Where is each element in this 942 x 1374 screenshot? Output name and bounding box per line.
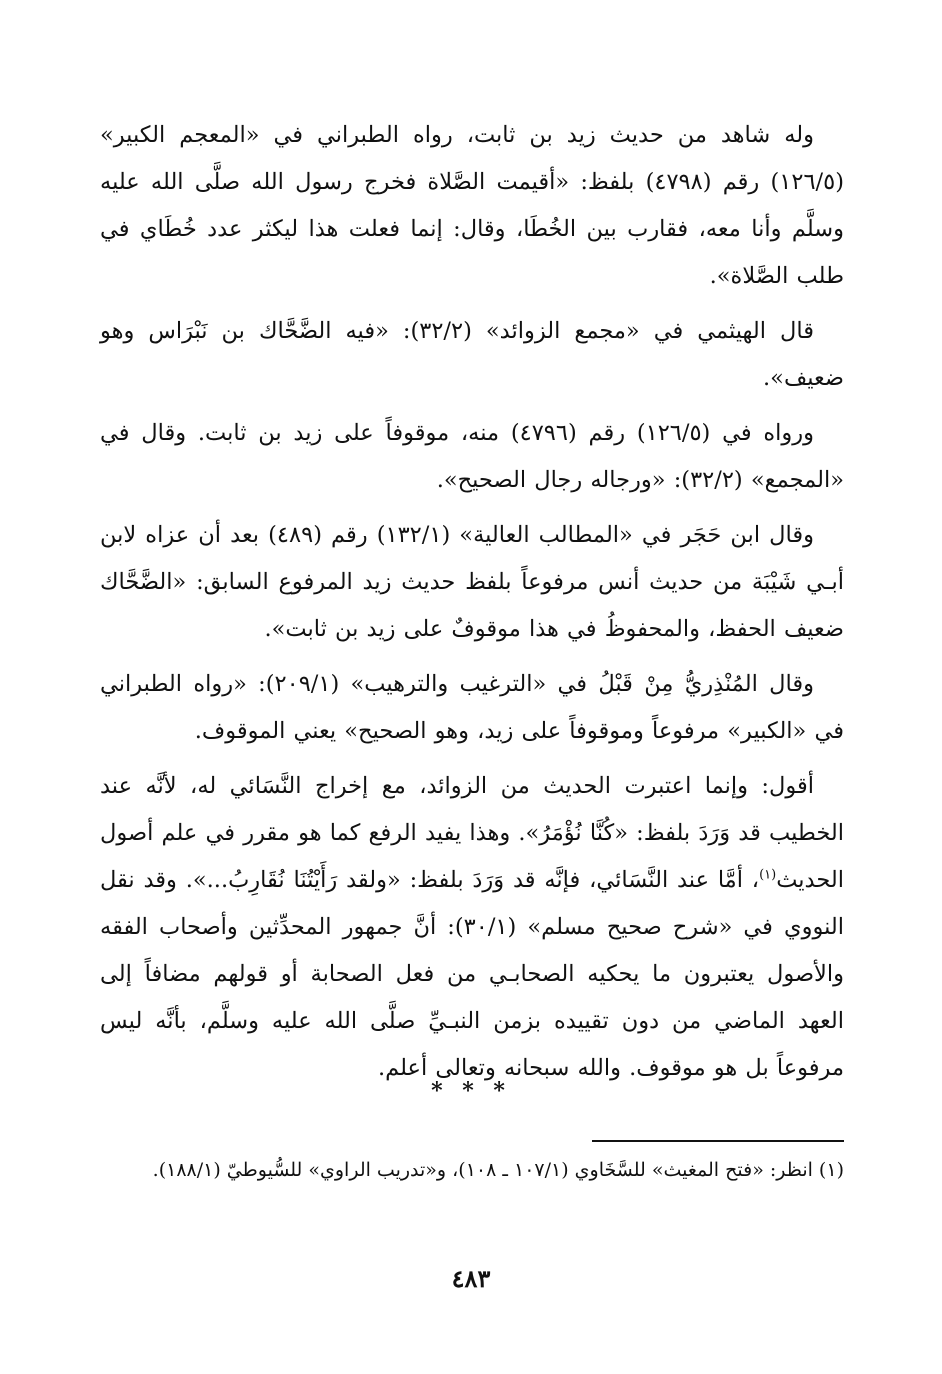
paragraph-5: وقال المُنْذِريُّ مِنْ قَبْلُ في «الترغيب والترهيب» (٢٠٩/١): «رواه الطبراني في «الكبير» مرفوعاً وموقوفاً على زيد، وهو الصحيح» يعني الموقوف.: [100, 671, 844, 744]
paragraph-6-part-2: ، أمَّا عند النَّسَائي، فإنَّه قد وَرَدَ بلفظ: «ولقد رَأَيْتُنَا نُقَارِبُ...». وقد نقل النووي في «شرح صحيح مسلم» (٣٠/١): أنَّ جمهور المحدِّثين وأصحاب الفقه والأصول يعتبرون ما يحكيه الصحابـي من فعل الصحابة أو قولهم مضافاً إلى العهد الماضي من دون تقييده بزمن النبـيِّ صلَّى الله عليه وسلَّم، بأنَّه ليس مرفوعاً بل هو موقوف. والله سبحانه وتعالى أعلم.: [100, 867, 844, 1081]
paragraph-1: وله شاهد من حديث زيد بن ثابت، رواه الطبراني في «المعجم الكبير» (١٢٦/٥) رقم (٤٧٩٨) بلفظ: «أقيمت الصَّلاة فخرج رسول الله صلَّى الله عليه وسلَّم وأنا معه، فقارب بين الخُطَا، وقال: إنما فعلت هذا ليكثر عدد خُطَاي في طلب الصَّلاة».: [100, 122, 844, 289]
paragraph-6-part-1: أقول: وإنما اعتبرت الحديث من الزوائد، مع إخراج النَّسَائي له، لأنَّه عند الخطيب قد وَرَدَ بلفظ: «كُنَّا نُؤْمَرُ». وهذا يفيد الرفع كما هو مقرر في علم أصول الحديث: [100, 773, 844, 893]
paragraph-4: وقال ابن حَجَر في «المطالب العالية» (١٣٢/١) رقم (٤٨٩) بعد أن عزاه لابن أبـي شَيْبَة من حديث أنس مرفوعاً بلفظ حديث زيد المرفوع السابق: «الضَّحَّاك ضعيف الحفظ، والمحفوظُ في هذا موقوفٌ على زيد بن ثابت».: [100, 522, 844, 642]
footnote-rule: [592, 1140, 844, 1142]
main-text: [100, 112, 844, 1100]
footnote-marker: (١): [759, 867, 777, 883]
section-separator: * * *: [431, 1078, 511, 1104]
footnote: (١) انظر: «فتح المغيث» للسَّخَاوي (١٠٧/١ ـ ١٠٨)، و«تدريب الراوي» للسُّيوطيّ (١٨٨/١).: [152, 1159, 844, 1181]
paragraph-3: ورواه في (١٢٦/٥) رقم (٤٧٩٦) منه، موقوفاً على زيد بن ثابت. وقال في «المجمع» (٣٢/٢): «ورجاله رجال الصحيح».: [100, 420, 844, 493]
paragraph-6: [100, 763, 844, 1092]
paragraph-2: قال الهيثمي في «مجمع الزوائد» (٣٢/٢): «فيه الضَّحَّاك بن نَبْرَاس وهو ضعيف».: [100, 318, 844, 391]
page-number: ٤٨٣: [451, 1264, 491, 1293]
